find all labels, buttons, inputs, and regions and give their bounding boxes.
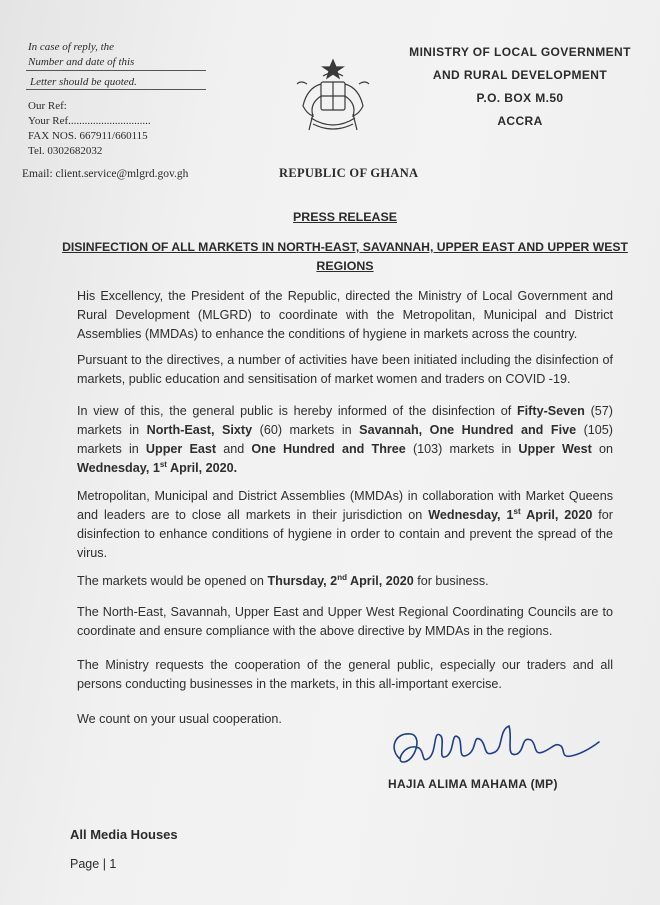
handwritten-signature [385,718,615,774]
coat-of-arms-icon [287,58,379,138]
fax-numbers: FAX NOS. 667911/660115 [28,130,148,142]
p4-date-day: Wednesday, 1 [428,508,514,522]
p3-text-4: (105) markets in [77,423,613,456]
p3-date-suffix: st [159,459,167,469]
p4-date-suffix: st [513,506,521,516]
paragraph-8: We count on your usual cooperation. [77,712,282,726]
signature-icon [385,718,615,774]
paragraph-3 [77,402,613,478]
p3-date [77,461,237,475]
p3-text-3: (60) markets in [252,423,360,437]
paragraph-6: The North-East, Savannah, Upper East and Upper West Regional Coordinating Councils are to coordinate and ensure compliance with the above directive by MMDAs in the regions. [77,605,613,638]
ministry-name-line1: MINISTRY OF LOCAL GOVERNMENT [409,45,631,59]
p4-date [428,508,592,522]
p3-bold-4: Upper East [145,442,217,456]
email-address: Email: client.service@mlgrd.gov.gh [22,168,189,180]
p4-text-2: for disinfection to enhance conditions of hygiene in order to contain and prevent the spread of the virus. [77,508,613,560]
p3-bold-1: Fifty-Seven [516,404,585,418]
p5-date-rest: April, 2020 [346,574,414,588]
your-ref: Your Ref.............................. [28,115,151,127]
p3-text-5: and [216,442,252,456]
release-title-line1: DISINFECTION OF ALL MARKETS IN NORTH-EAST, SAVANNAH, UPPER EAST AND UPPER WEST [62,240,628,254]
p3-bold-6: Upper West [518,442,592,456]
distribution-label: All Media Houses [70,827,178,842]
our-ref: Our Ref: [28,100,67,112]
p3-text-2: (57) markets in [77,404,613,437]
p5-date [267,574,413,588]
p5-date-suffix: nd [337,572,347,582]
p3-bold-5: One Hundred and Three [251,442,406,456]
header-rule-1 [26,70,206,71]
p4-date-rest: April, 2020 [520,508,593,522]
ministry-name-line2: AND RURAL DEVELOPMENT [432,68,608,82]
signatory-name: HAJIA ALIMA MAHAMA (MP) [388,777,558,791]
paragraph-5 [77,572,613,591]
p5-text-1: The markets would be opened on [77,574,268,588]
p5-text-2: for business. [413,574,489,588]
page-separator: | [102,857,106,871]
p3-bold-3: Savannah, One Hundred and Five [359,423,577,437]
p3-text-6: (103) markets in [405,442,519,456]
reference-block [28,99,151,159]
p3-date-day: Wednesday, 1 [77,461,160,475]
reply-note-line3: Letter should be quoted. [30,76,137,88]
reply-note-line2: Number and date of this [28,56,135,68]
page-label: Page [70,857,100,871]
page-number: 1 [109,857,117,871]
page-footer [70,857,116,871]
release-title-line2: REGIONS [316,259,374,273]
reply-note-line1: In case of reply, the [28,41,115,53]
city: ACCRA [497,114,543,128]
press-release-label: PRESS RELEASE [293,210,397,224]
header-rule-2 [26,89,206,90]
coat-of-arms-emblem [287,58,379,138]
paragraph-2: Pursuant to the directives, a number of activities have been initiated including the disinfection of markets, public education and sensitisation of market women and traders on COVID -19. [77,353,613,386]
p3-text-7: on [591,442,613,456]
reply-note [28,40,134,70]
p3-bold-2: North-East, Sixty [146,423,253,437]
p3-text-1: In view of this, the general public is hereby informed of the disinfection of [77,404,517,418]
p4-text-1: Metropolitan, Municipal and District Assemblies (MMDAs) in collaboration with Market Queens and leaders are to close all markets in their jurisdiction on [77,489,613,522]
p5-date-day: Thursday, 2 [267,574,338,588]
paragraph-4 [77,487,613,563]
paragraph-7: The Ministry requests the cooperation of the general public, especially our traders and all persons conducting businesses in the markets, in this all-important exercise. [77,658,613,691]
republic-label: REPUBLIC OF GHANA [279,166,419,180]
paragraph-1: His Excellency, the President of the Republic, directed the Ministry of Local Government and Rural Development (MLGRD) to coordinate with the Metropolitan, Municipal and District Assemblies (MMDAs) to enhance the conditions of hygiene in markets across the country. [77,289,613,341]
p3-date-rest: April, 2020. [166,461,238,475]
po-box: P.O. BOX M.50 [476,91,564,105]
telephone: Tel. 0302682032 [28,145,103,157]
